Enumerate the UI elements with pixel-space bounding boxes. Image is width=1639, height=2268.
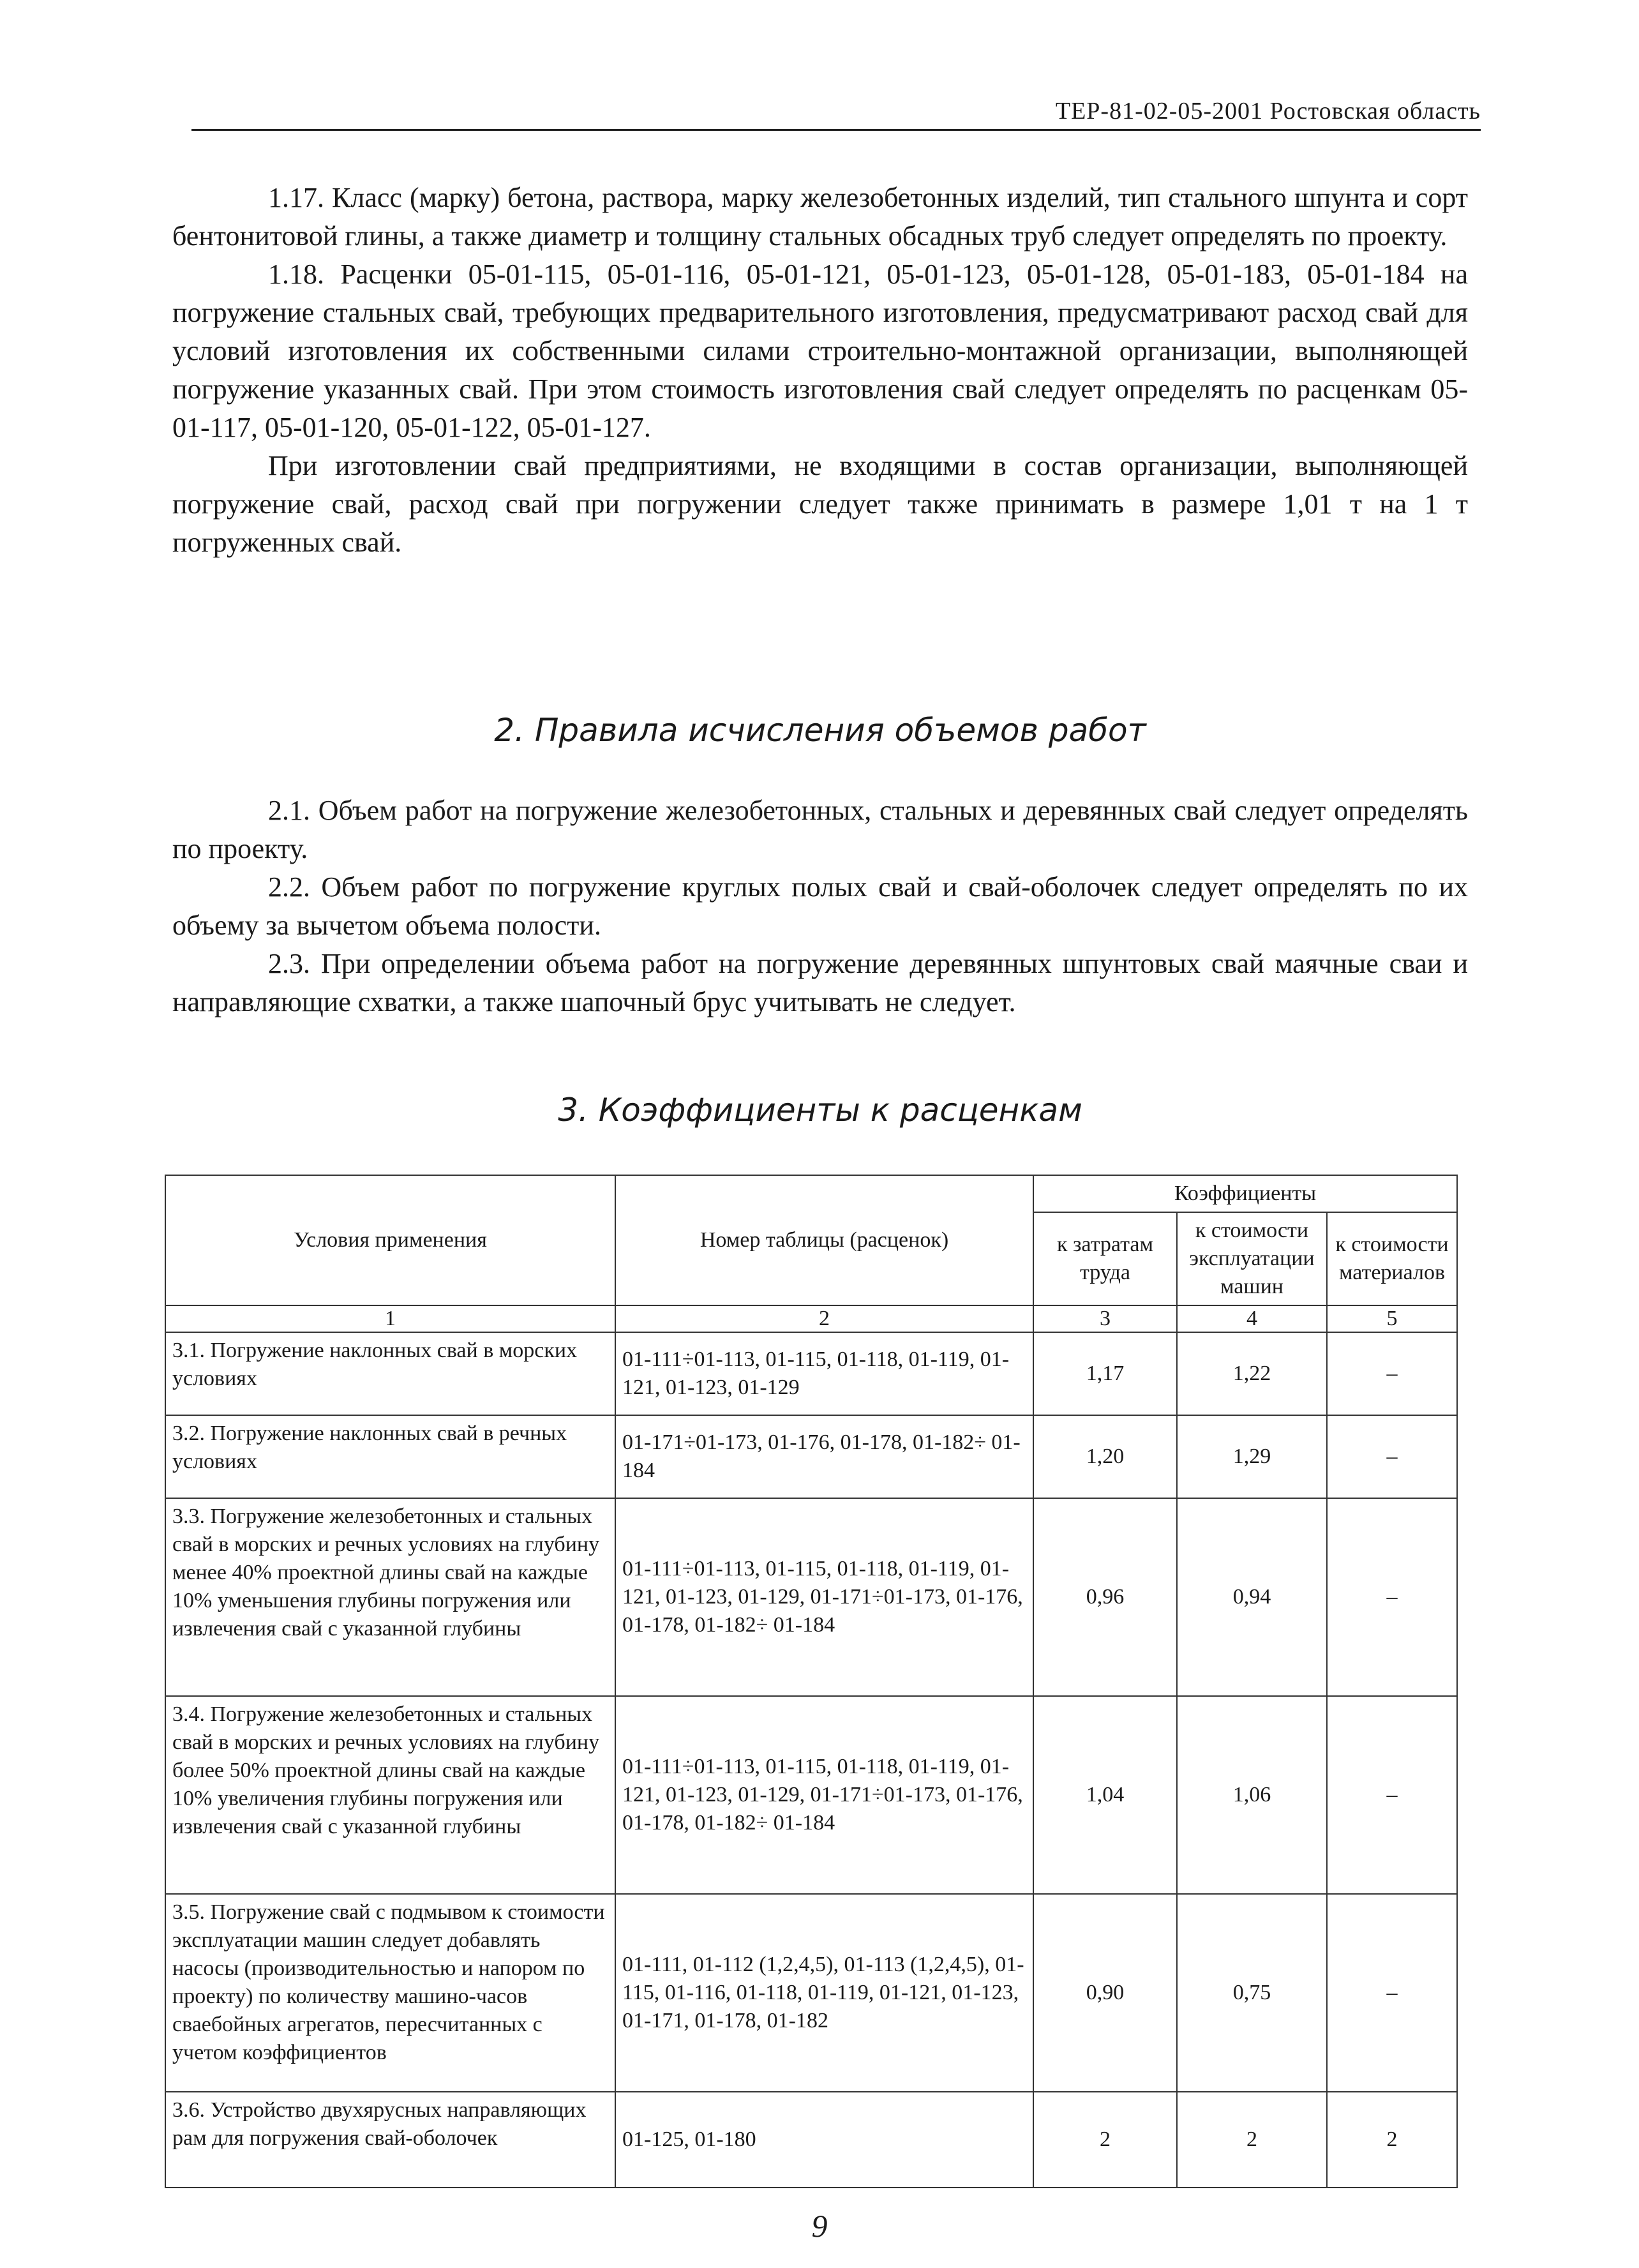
paragraph-1-18: 1.18. Расценки 05-01-115, 05-01-116, 05-01-121, 05-01-123, 05-01-128, 05-01-183, 05-01-184 на погружение стальных свай, требующих предварительного изготовления, предусматривают расход свай для условий изготовления их собственными силами строительно-монтажной организации, выполняющей погружение указанных свай. При этом стоимость изготовления свай следует определять по расценкам 05-01-117, 05-01-120, 05-01-122, 05-01-127.: [172, 259, 1468, 443]
row-machines-coef: 1,06: [1177, 1696, 1327, 1894]
row-labor-coef: 1,20: [1033, 1415, 1177, 1498]
row-table-numbers: 01-111÷01-113, 01-115, 01-118, 01-119, 01-121, 01-123, 01-129: [615, 1332, 1033, 1415]
row-materials-coef: –: [1327, 1696, 1457, 1894]
row-condition: 3.4. Погружение железобетонных и стальных свай в морских и речных условиях на глубину более 50% проектной длины свай на каждые 10% увеличения глубины погружения или извлечения свай с указанной глубины: [165, 1696, 615, 1894]
table-row: [165, 2092, 1457, 2188]
coefficients-table: [165, 1175, 1458, 2188]
row-machines-coef: 1,29: [1177, 1415, 1327, 1498]
row-table-numbers: 01-125, 01-180: [615, 2092, 1033, 2188]
row-condition: 3.2. Погружение наклонных свай в речных условиях: [165, 1415, 615, 1498]
column-number: 4: [1177, 1305, 1327, 1332]
header-conditions: Условия применения: [165, 1175, 615, 1305]
row-condition: 3.5. Погружение свай с подмывом к стоимости эксплуатации машин следует добавлять насосы (производительностью и напором по проекту) по количеству машино-часов сваебойных агрегатов, пересчитанных с учетом коэффициентов: [165, 1894, 615, 2092]
table-row: [165, 1696, 1457, 1894]
section1-text: [172, 179, 1468, 562]
column-number: 1: [165, 1305, 615, 1332]
paragraph-1-17: 1.17. Класс (марку) бетона, раствора, марку железобетонных изделий, тип стального шпунта и сорт бентонитовой глины, а также диаметр и толщину стальных обсадных труб следует определять по проекту.: [172, 182, 1468, 252]
table-row: [165, 1415, 1457, 1498]
column-number: 5: [1327, 1305, 1457, 1332]
header-labor: к затратам труда: [1033, 1212, 1177, 1305]
paragraph-1-18-cont: При изготовлении свай предприятиями, не входящими в состав организации, выполняющей погружение свай, расход свай при погружении следует также принимать в размере 1,01 т на 1 т погруженных свай.: [172, 450, 1468, 558]
paragraph-2-3: 2.3. При определении объема работ на погружение деревянных шпунтовых свай маячные сваи и направляющие схватки, а также шапочный брус учитывать не следует.: [172, 948, 1468, 1018]
row-table-numbers: 01-171÷01-173, 01-176, 01-178, 01-182÷ 01-184: [615, 1415, 1033, 1498]
table-row: [165, 1894, 1457, 2092]
row-machines-coef: 0,75: [1177, 1894, 1327, 2092]
section2-text: [172, 792, 1468, 1021]
row-machines-coef: 1,22: [1177, 1332, 1327, 1415]
page-number: 9: [811, 2208, 828, 2244]
header-machines: к стоимости эксплуатации машин: [1177, 1212, 1327, 1305]
row-materials-coef: –: [1327, 1415, 1457, 1498]
row-labor-coef: 2: [1033, 2092, 1177, 2188]
section2-title: 2. Правила исчисления объемов работ: [494, 712, 1146, 749]
row-table-numbers: 01-111÷01-113, 01-115, 01-118, 01-119, 01-121, 01-123, 01-129, 01-171÷01-173, 01-176, 01-178, 01-182÷ 01-184: [615, 1498, 1033, 1696]
row-condition: 3.6. Устройство двухярусных направляющих рам для погружения свай-оболочек: [165, 2092, 615, 2188]
paragraph-2-1: 2.1. Объем работ на погружение железобетонных, стальных и деревянных свай следует определять по проекту.: [172, 795, 1468, 864]
table-header-row: [165, 1175, 1457, 1212]
row-table-numbers: 01-111÷01-113, 01-115, 01-118, 01-119, 01-121, 01-123, 01-129, 01-171÷01-173, 01-176, 01-178, 01-182÷ 01-184: [615, 1696, 1033, 1894]
document-code-header: ТЕР-81-02-05-2001 Ростовская область: [1055, 98, 1481, 124]
column-number: 2: [615, 1305, 1033, 1332]
column-number: 3: [1033, 1305, 1177, 1332]
row-materials-coef: –: [1327, 1498, 1457, 1696]
header-materials: к стоимости материалов: [1327, 1212, 1457, 1305]
table-row: [165, 1498, 1457, 1696]
header-divider: [191, 129, 1481, 131]
header-coefficients: Коэффициенты: [1033, 1175, 1457, 1212]
row-materials-coef: –: [1327, 1332, 1457, 1415]
section3-title: 3. Коэффициенты к расценкам: [558, 1092, 1082, 1129]
row-materials-coef: 2: [1327, 2092, 1457, 2188]
row-labor-coef: 1,17: [1033, 1332, 1177, 1415]
column-numbers-row: [165, 1305, 1457, 1332]
paragraph-2-2: 2.2. Объем работ по погружение круглых полых свай и свай-оболочек следует определять по их объему за вычетом объема полости.: [172, 871, 1468, 941]
header-table-number: Номер таблицы (расценок): [615, 1175, 1033, 1305]
row-condition: 3.1. Погружение наклонных свай в морских условиях: [165, 1332, 615, 1415]
table-row: [165, 1332, 1457, 1415]
row-labor-coef: 0,90: [1033, 1894, 1177, 2092]
row-materials-coef: –: [1327, 1894, 1457, 2092]
row-machines-coef: 2: [1177, 2092, 1327, 2188]
row-table-numbers: 01-111, 01-112 (1,2,4,5), 01-113 (1,2,4,5), 01-115, 01-116, 01-118, 01-119, 01-121, 01-123, 01-171, 01-178, 01-182: [615, 1894, 1033, 2092]
row-condition: 3.3. Погружение железобетонных и стальных свай в морских и речных условиях на глубину менее 40% проектной длины свай на каждые 10% уменьшения глубины погружения или извлечения свай с указанной глубины: [165, 1498, 615, 1696]
row-labor-coef: 1,04: [1033, 1696, 1177, 1894]
row-labor-coef: 0,96: [1033, 1498, 1177, 1696]
row-machines-coef: 0,94: [1177, 1498, 1327, 1696]
